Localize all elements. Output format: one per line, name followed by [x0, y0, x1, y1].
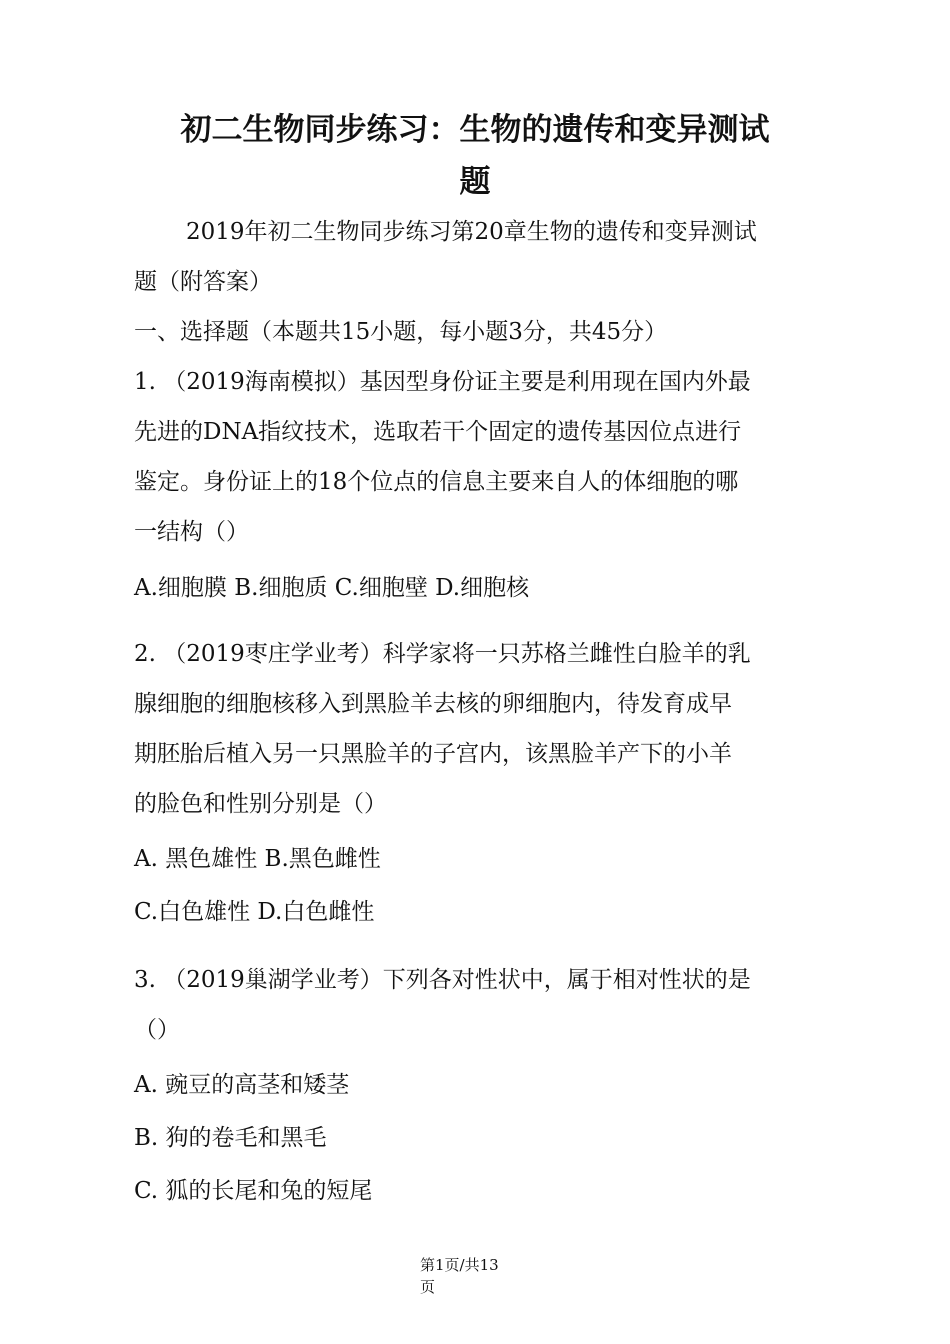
question-1-options: A.细胞膜 B.细胞质 C.细胞壁 D.细胞核: [134, 575, 530, 601]
intro-line-2: 题（附答案）: [134, 269, 272, 295]
question-2-line-3: 期胚胎后植入另一只黑脸羊的子宫内，该黑脸羊产下的小羊: [134, 741, 732, 767]
question-1-line-3: 鉴定。身份证上的18个位点的信息主要来自人的体细胞的哪: [134, 469, 739, 495]
question-1-line-2: 先进的DNA指纹技术，选取若干个固定的遗传基因位点进行: [134, 419, 742, 445]
page-number: [420, 1254, 540, 1298]
question-3-option-c: C. 狐的长尾和兔的短尾: [134, 1178, 373, 1204]
intro-line-1: 2019年初二生物同步练习第20章生物的遗传和变异测试: [186, 219, 757, 245]
title-line-1: 初二生物同步练习：生物的遗传和变异测试: [180, 112, 770, 148]
question-3-option-a: A. 豌豆的高茎和矮茎: [134, 1072, 350, 1098]
title-line-2: 题: [459, 164, 491, 200]
question-3-line-1: 3. （2019巢湖学业考）下列各对性状中，属于相对性状的是: [134, 967, 751, 993]
question-1-line-4: 一结构（）: [134, 519, 249, 545]
question-3-line-2: （）: [134, 1017, 180, 1043]
question-2-line-2: 腺细胞的细胞核移入到黑脸羊去核的卵细胞内，待发育成早: [134, 691, 732, 717]
question-2-line-1: 2. （2019枣庄学业考）科学家将一只苏格兰雌性白脸羊的乳: [134, 641, 751, 667]
document-title: [120, 104, 830, 208]
question-1-line-1: 1. （2019海南模拟）基因型身份证主要是利用现在国内外最: [134, 369, 751, 395]
question-3-option-b: B. 狗的卷毛和黑毛: [134, 1125, 327, 1151]
question-2-line-4: 的脸色和性别分别是（）: [134, 791, 387, 817]
question-2-options-1: A. 黑色雄性 B.黑色雌性: [134, 846, 381, 872]
page-number-line-1: 第1页/共13: [420, 1256, 499, 1274]
section-heading: 一、选择题（本题共15小题，每小题3分，共45分）: [134, 319, 668, 345]
question-2-options-2: C.白色雄性 D.白色雌性: [134, 899, 375, 925]
page-number-line-2: 页: [420, 1278, 436, 1296]
